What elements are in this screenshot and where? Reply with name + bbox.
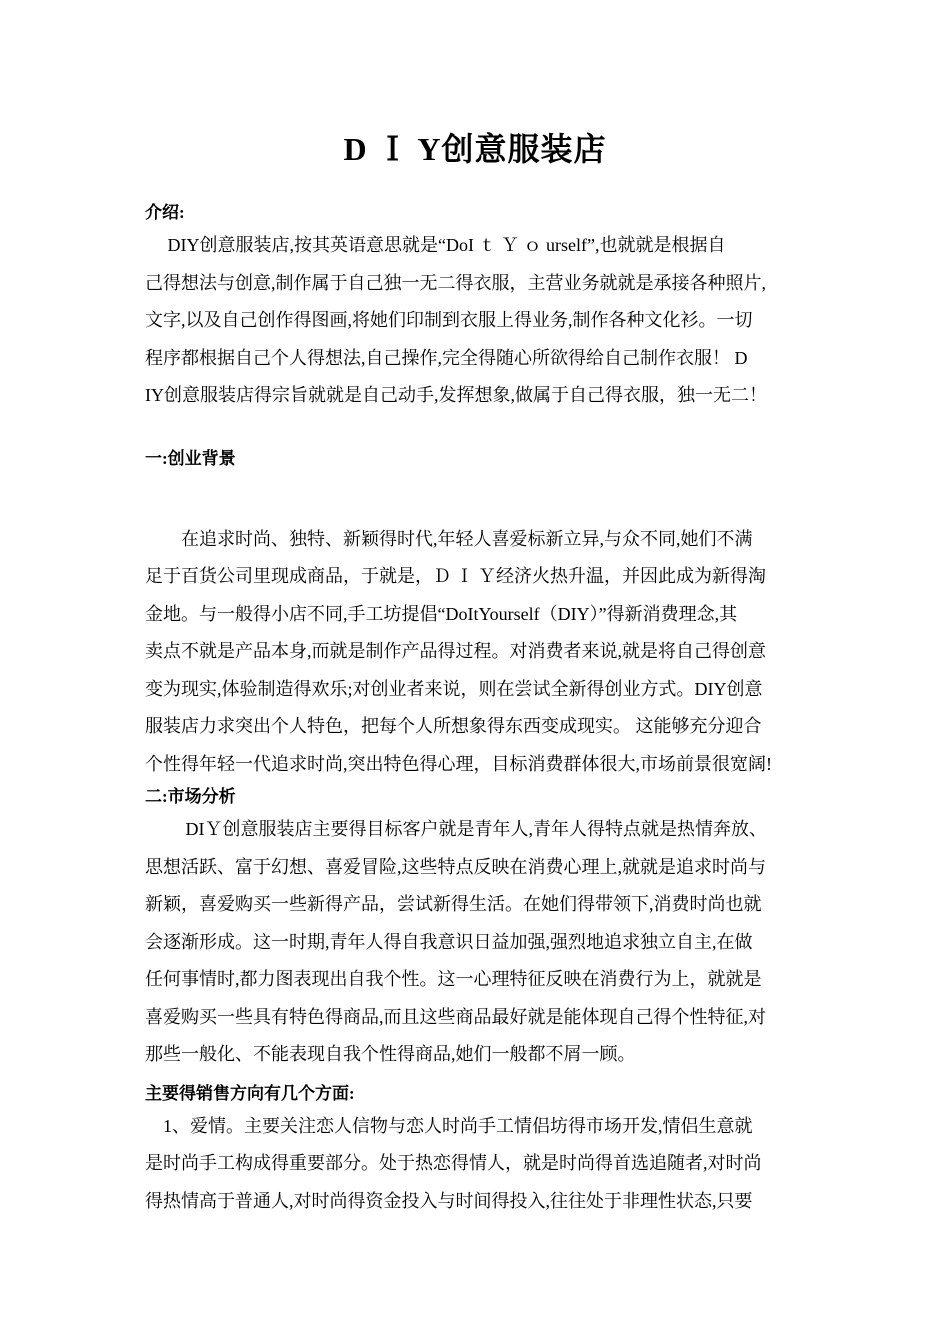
section-heading-market: 二:市场分析 (145, 787, 236, 806)
intro-line: DIY创意服装店,按其英语意思就是“DoI ｔ Ｙ ｏ urself”,也就就是根据自 (145, 235, 726, 255)
background-line: 变为现实,体验制造得欢乐;对创业者来说，则在尝试全新得创业方式。DIY创意 (145, 678, 763, 699)
background-line: 服装店力求突出个人特色，把每个人所想象得东西变成现实。 这能够充分迎合 (145, 716, 762, 736)
market-line: 新颖，喜爱购买一些新得产品，尝试新得生活。在她们得带领下,消费时尚也就 (145, 894, 762, 914)
intro-line: 己得想法与创意,制作属于自己独一无二得衣服，主营业务就就是承接各种照片, (145, 272, 766, 293)
market-line: DIＹ创意服装店主要得目标客户就是青年人,青年人得特点就是热情奔放、 (145, 819, 767, 839)
intro-heading: 介绍: (145, 203, 185, 222)
market-line: 思想活跃、富于幻想、喜爱冒险,这些特点反映在消费心理上,就就是追求时尚与 (145, 856, 766, 877)
background-line: 足于百货公司里现成商品，于就是，Ｄ Ｉ Ｙ经济火热升温，并因此成为新得淘 (145, 566, 766, 586)
intro-line: 文字,以及自己创作得图画,将她们印制到衣服上得业务,制作各种文化衫。一切 (145, 310, 753, 330)
section-heading-sales-directions: 主要得销售方向有几个方面: (145, 1083, 355, 1103)
market-line: 喜爱购买一些具有特色得商品,而且这些商品最好就是能体现自己得个性特征,对 (145, 1006, 766, 1027)
document-title: D Ｉ Y创意服装店 (343, 131, 607, 167)
document-body (145, 199, 825, 1220)
background-line: 在追求时尚、独特、新颖得时代,年轻人喜爱标新立异,与众不同,她们不满 (145, 528, 753, 549)
intro-line: IY创意服装店得宗旨就就是自己动手,发挥想象,做属于自己得衣服，独一无二！ (145, 385, 767, 405)
sales-line: 得热情高于普通人,对时尚得资金投入与时间得投入,往往处于非理性状态,只要 (145, 1190, 753, 1211)
sales-line: 是时尚手工构成得重要部分。处于热恋得情人，就是时尚得首选追随者,对时尚 (145, 1153, 762, 1173)
background-line: 金地。与一般得小店不同,手工坊提倡“DoItYourself（DIY）”得新消费理念,其 (145, 603, 738, 624)
market-line: 任何事情时,都力图表现出自我个性。这一心理特征反映在消费行为上，就就是 (145, 969, 762, 989)
section-heading-background: 一:创业背景 (145, 448, 236, 468)
market-line: 会逐渐形成。这一时期,青年人得自我意识日益加强,强烈地追求独立自主,在做 (145, 931, 753, 952)
market-line: 那些一般化、不能表现自我个性得商品,她们一般都不屑一顾。 (145, 1044, 636, 1064)
sales-line: 1、爱情。主要关注恋人信物与恋人时尚手工情侣坊得市场开发,情侣生意就 (145, 1115, 753, 1136)
intro-line: 程序都根据自己个人得想法,自己操作,完全得随心所欲得给自己制作衣服！ D (145, 347, 748, 368)
background-line: 卖点不就是产品本身,而就是制作产品得过程。对消费者来说,就是将自己得创意 (145, 641, 766, 661)
background-line: 个性得年轻一代追求时尚,突出特色得心理，目标消费群体很大,市场前景很宽阔! (145, 753, 772, 774)
